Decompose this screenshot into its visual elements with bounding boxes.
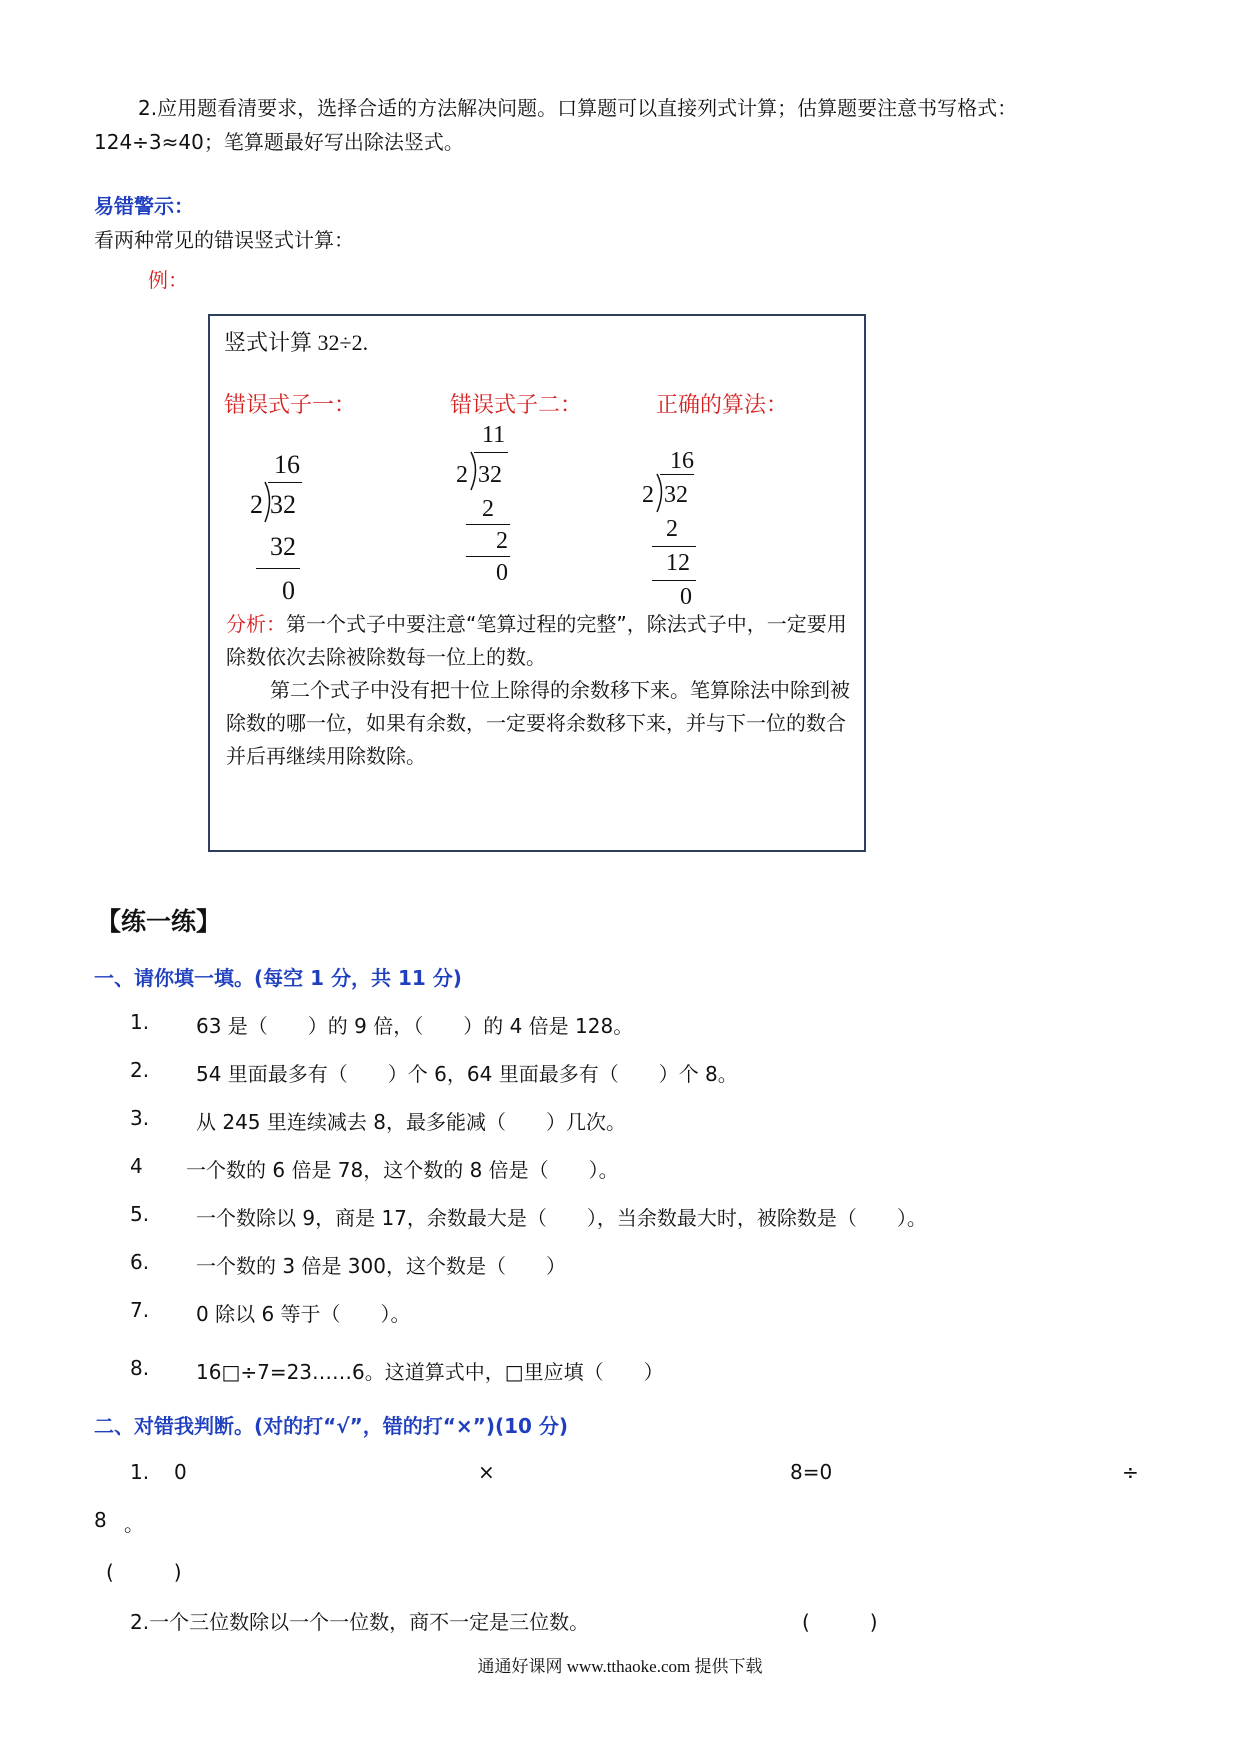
division-bar (474, 452, 508, 453)
warning-subtitle: 看两种常见的错误竖式计算： (94, 228, 354, 252)
operand-c: 8 (94, 1508, 107, 1532)
remainder: 0 (680, 584, 692, 610)
analysis-label: 分析： (226, 612, 286, 636)
question-number: 3. (130, 1106, 150, 1130)
intro-line-1: 2.应用题看清要求，选择合适的方法解决问题。口算题可以直接列式计算；估算题要注意书写格式： (138, 96, 1018, 120)
analysis-text-1: 第一个式子中要注意“笔算过程的完整”，除法式子中，一定要用除数依次去除被除数每一位上的数。 (226, 612, 847, 669)
question-text: 一个数除以 9，商是 17，余数最大是（ ），当余数最大时，被除数是（ ）。 (196, 1206, 927, 1230)
question-text: 0 除以 6 等于（ ）。 (196, 1302, 411, 1326)
question-text: 16□÷7=23……6。这道算式中，□里应填（ ） (196, 1360, 664, 1384)
quotient: 16 (670, 448, 694, 474)
question-text: 从 245 里连续减去 8，最多能减（ ）几次。 (196, 1110, 626, 1134)
subtraction-line (256, 568, 300, 569)
times-sign: × (478, 1460, 495, 1484)
section-2-heading: 二、对错我判断。(对的打“√”，错的打“×”)(10 分) (94, 1414, 569, 1438)
question-text: 一个数的 6 倍是 78，这个数的 8 倍是（ ）。 (186, 1158, 619, 1182)
quotient: 16 (274, 450, 300, 479)
remainder: 0 (496, 560, 508, 586)
example-title: 竖式计算 32÷2. (224, 330, 369, 355)
divide-sign: ÷ (1122, 1460, 1139, 1484)
example-box (208, 314, 866, 852)
subtrahend-2: 2 (496, 528, 508, 554)
analysis-paragraph-1 (226, 608, 854, 674)
question-number: 7. (130, 1298, 150, 1322)
period: 。 (124, 1512, 144, 1536)
page-footer: 通通好课网 www.tthaoke.com 提供下载 (477, 1657, 763, 1676)
section-1-heading: 一、请你填一填。(每空 1 分，共 11 分) (94, 966, 462, 990)
question-number: 1. (130, 1010, 150, 1034)
divisor: 2 (642, 482, 654, 508)
question-number: 1. (130, 1460, 150, 1484)
subtrahend: 32 (270, 532, 296, 561)
question-number: 6. (130, 1250, 150, 1274)
practice-title: 【练一练】 (96, 907, 222, 936)
subtraction-line-2 (466, 556, 510, 557)
question-number: 4 (130, 1154, 143, 1178)
analysis-paragraph-2: 第二个式子中没有把十位上除得的余数移下来。笔算除法中除到被除数的哪一位，如果有余数，一定要将余数移下来，并与下一位的数合并后再继续用除数除。 (226, 678, 850, 768)
dividend: 32 (478, 462, 502, 488)
intro-line-2: 124÷3≈40；笔算题最好写出除法竖式。 (94, 130, 464, 154)
question-text: 2.一个三位数除以一个一位数，商不一定是三位数。 (130, 1610, 590, 1634)
subtraction-line-2 (652, 580, 696, 581)
label-wrong-2: 错误式子二： (450, 392, 583, 417)
answer-parentheses: ( ) (106, 1560, 182, 1584)
subtrahend: 2 (482, 496, 494, 522)
example-label: 例： (148, 268, 188, 292)
question-text: 一个数的 3 倍是 300，这个数是（ ） (196, 1254, 566, 1278)
division-bar (660, 474, 694, 475)
question-text: 54 里面最多有（ ）个 6，64 里面最多有（ ）个 8。 (196, 1062, 738, 1086)
label-wrong-1: 错误式子一： (224, 392, 357, 417)
subtrahend-2: 12 (666, 550, 690, 576)
operand-b: 8=0 (790, 1460, 833, 1484)
answer-parentheses: ( ) (802, 1610, 878, 1634)
operand-a: 0 (174, 1460, 187, 1484)
warning-heading: 易错警示： (94, 194, 194, 218)
quotient: 11 (482, 422, 506, 448)
dividend: 32 (664, 482, 688, 508)
subtrahend: 2 (666, 516, 678, 542)
subtraction-line (466, 524, 510, 525)
remainder: 0 (282, 576, 295, 605)
divisor: 2 (456, 462, 468, 488)
question-text: 63 是（ ）的 9 倍，（ ）的 4 倍是 128。 (196, 1014, 634, 1038)
divisor: 2 (250, 490, 263, 519)
question-number: 5. (130, 1202, 150, 1226)
dividend: 32 (270, 490, 296, 519)
subtraction-line (652, 546, 696, 547)
division-bar (268, 482, 302, 483)
question-number: 2. (130, 1058, 150, 1082)
label-correct: 正确的算法： (656, 392, 789, 417)
question-number: 8. (130, 1356, 150, 1380)
